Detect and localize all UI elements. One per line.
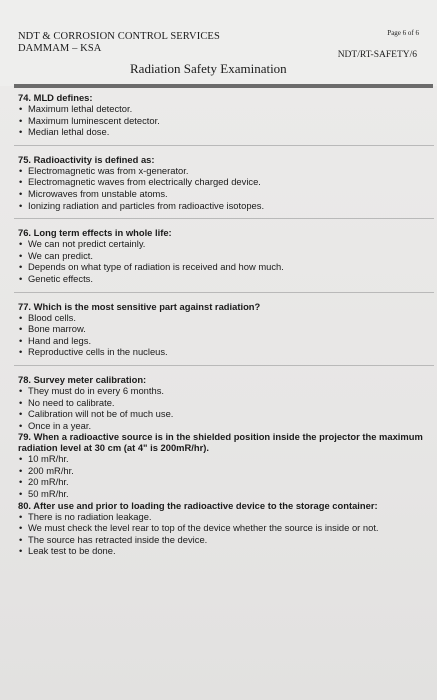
question-text: 75. Radioactivity is defined as: xyxy=(18,153,155,165)
question-list xyxy=(14,92,434,557)
option-item: • There is no radiation leakage. xyxy=(14,511,434,523)
question-text: 74. MLD defines: xyxy=(18,92,93,103)
option-list xyxy=(14,312,434,358)
option-item: • Reproductive cells in the nucleus. xyxy=(14,346,434,358)
option-item: • 20 mR/hr. xyxy=(14,476,434,488)
option-item: • Blood cells. xyxy=(14,312,434,324)
option-item: • Ionizing radiation and particles from radioactive isotopes. xyxy=(14,200,434,212)
option-item: • Hand and legs. xyxy=(14,335,434,347)
question-75 xyxy=(14,154,434,211)
option-item: • Electromagnetic was from x-generator. xyxy=(14,165,434,177)
question-divider xyxy=(14,145,434,146)
option-item: • Maximum lethal detector. xyxy=(14,103,434,115)
question-text: 76. Long term effects in whole life: xyxy=(18,227,172,239)
option-item: • Once in a year. xyxy=(14,420,434,432)
question-text: 79. When a radioactive source is in the shielded position inside the projector the maximum radiation level at 30 cm (at 4" is 200mR/hr). xyxy=(18,431,423,454)
option-list xyxy=(14,165,434,211)
question-divider xyxy=(14,292,434,293)
question-divider xyxy=(14,218,434,219)
question-text: 80. After use and prior to loading the radioactive device to the storage container: xyxy=(18,499,378,511)
option-item: • We must check the level rear to top of the device whether the source is inside or not. xyxy=(14,522,434,534)
question-text: 78. Survey meter calibration: xyxy=(18,373,147,385)
option-list xyxy=(14,511,434,557)
option-item: • Electromagnetic waves from electrically charged device. xyxy=(14,176,434,188)
option-list xyxy=(14,453,434,499)
option-item: • Maximum luminescent detector. xyxy=(14,115,434,127)
option-item: • The source has retracted inside the device. xyxy=(14,534,434,546)
page-header xyxy=(0,0,437,86)
option-item: • Median lethal dose. xyxy=(14,126,434,138)
company-block xyxy=(18,31,220,55)
company-name: NDT & CORROSION CONTROL SERVICES xyxy=(18,31,220,42)
exam-title: Radiation Safety Examination xyxy=(130,61,287,76)
option-item: • No need to calibrate. xyxy=(14,397,434,409)
option-item: • Bone marrow. xyxy=(14,323,434,335)
question-divider xyxy=(14,365,434,366)
option-item: • Depends on what type of radiation is received and how much. xyxy=(14,261,434,273)
option-item: • They must do in every 6 months. xyxy=(14,385,434,397)
document-reference: NDT/RT-SAFETY/6 xyxy=(337,50,417,60)
option-item: • We can not predict certainly. xyxy=(14,238,434,250)
question-74 xyxy=(14,92,434,138)
question-78 xyxy=(14,374,434,431)
option-item: • We can predict. xyxy=(14,250,434,262)
option-item: • Genetic effects. xyxy=(14,273,434,285)
option-item: • 10 mR/hr. xyxy=(14,453,434,465)
page-number: Page 6 of 6 xyxy=(387,29,419,37)
question-80 xyxy=(14,500,434,557)
header-rule xyxy=(14,84,433,88)
question-77 xyxy=(14,301,434,358)
option-item: • Microwaves from unstable atoms. xyxy=(14,188,434,200)
question-76 xyxy=(14,227,434,284)
company-location: DAMMAM – KSA xyxy=(18,43,102,54)
question-text: 77. Which is the most sensitive part against radiation? xyxy=(18,300,261,312)
option-list xyxy=(14,238,434,284)
question-79 xyxy=(14,431,434,499)
option-item: • Calibration will not be of much use. xyxy=(14,408,434,420)
option-list xyxy=(14,385,434,431)
option-item: • 200 mR/hr. xyxy=(14,465,434,477)
option-list xyxy=(14,103,434,138)
option-item: • Leak test to be done. xyxy=(14,545,434,557)
option-item: • 50 mR/hr. xyxy=(14,488,434,500)
